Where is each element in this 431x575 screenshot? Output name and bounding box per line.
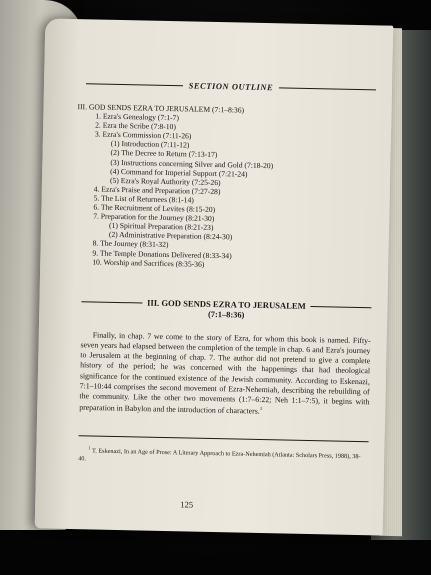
footnote-text: T. Eskenazi, In an Age of Prose: A Literary Approach to Ezra-Nehemiah (Atlanta: Scholars Press, 1988), 38-40. — [78, 447, 361, 463]
book-page — [35, 18, 394, 535]
outline-subitem: (4) Command for Imperial Support (7:21-24) — [110, 166, 248, 179]
footnote — [78, 444, 368, 469]
outline-item: 4. Ezra's Praise and Preparation (7:27-28) — [93, 184, 221, 196]
section-outline-title: SECTION OUTLINE — [188, 81, 274, 93]
header-rule-right — [279, 87, 376, 90]
page-content — [78, 79, 376, 469]
outline-subitem: (3) Instructions concerning Silver and Gold (7:18-20) — [110, 157, 274, 170]
chapter-range: (7:1–8:36) — [207, 309, 245, 320]
outline-subitem: (2) The Decree to Return (7:13-17) — [110, 148, 218, 160]
chapter-rule-right — [311, 306, 372, 308]
outline-item: 9. The Temple Donations Delivered (8:33-34) — [92, 247, 232, 260]
footnote-number: 1 — [88, 445, 91, 451]
chapter-heading: III. GOD SENDS EZRA TO JERUSALEM — [146, 297, 306, 311]
outline-item: 8. The Journey (8:31-32) — [92, 238, 169, 250]
outline-item: 6. The Recruitment of Levites (8:15-20) — [93, 202, 216, 215]
section-outline — [77, 102, 375, 272]
chapter-rule-left — [81, 301, 142, 303]
outline-item: 2. Ezra the Scribe (7:8-10) — [95, 120, 176, 132]
outline-item: 7. Preparation for the Journey (8:21-30) — [93, 211, 215, 224]
footnote-marker: 1 — [259, 407, 263, 413]
outline-subitem: (2) Administrative Preparation (8:24-30) — [108, 230, 233, 242]
page-number: 125 — [180, 499, 194, 510]
outline-subitem: (5) Ezra's Royal Authority (7:25-26) — [109, 175, 221, 187]
outline-item: 10. Worship and Sacrifices (8:35-36) — [92, 257, 205, 269]
header-rule-left — [86, 83, 183, 86]
outline-item: 5. The List of Returnees (8:1-14) — [93, 193, 194, 205]
outline-subitem: (1) Introduction (7:11-12) — [110, 139, 190, 150]
section-outline-header — [86, 79, 376, 94]
outline-item: 1. Ezra's Genealogy (7:1-7) — [95, 111, 180, 123]
body-text: Finally, in chap. 7 we come to the story of Ezra, for whom this book is named. Fifty-seven years had elapsed between the completion of the temple in chap. 6 and Ezra's journey to Jerusalem at the beginning of chap. 7. The author did not pretend to give a complete history of the period; he was concerned with the happenings that had theological significance for the continued existence of the Jewish community. According to Eskenazi, 7:1–10:44 comprises the second movement of Ezra-Nehemiah, describing the rebuilding of the community. Like the other two movements (1:7–6:22; Neh 1:1–7:5), it begins with preparation in Babylon and the introduction of characters. — [79, 330, 371, 416]
outline-main-heading: III. GOD SENDS EZRA TO JERUSALEM (7:1–8:36) — [77, 102, 245, 115]
outline-item: 3. Ezra's Commission (7:11-26) — [94, 129, 192, 141]
body-paragraph — [79, 330, 371, 419]
outline-subitem: (1) Spiritual Preparation (8:21-23) — [108, 221, 214, 233]
footnote-rule — [79, 435, 369, 442]
